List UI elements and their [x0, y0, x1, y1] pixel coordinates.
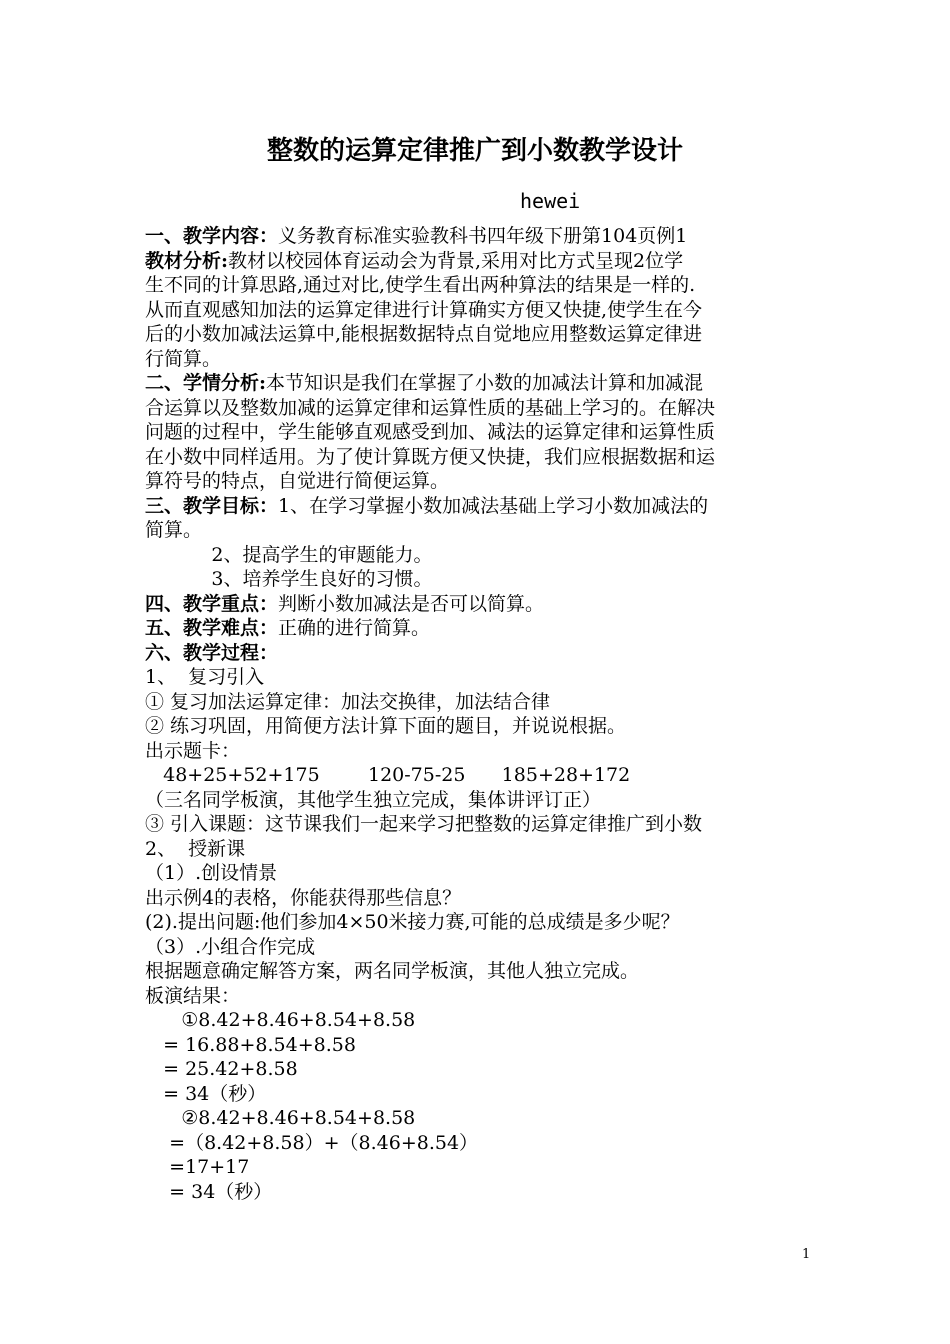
text-line	[145, 273, 810, 298]
text-line	[145, 567, 810, 592]
text-line	[145, 763, 810, 788]
text-line	[145, 837, 810, 862]
text-line	[145, 224, 810, 249]
text-line	[145, 616, 810, 641]
line-text: ②8.42+8.46+8.54+8.58	[145, 1107, 416, 1129]
text-line	[145, 592, 810, 617]
text-line	[145, 1155, 810, 1180]
text-line	[145, 347, 810, 372]
line-text: ③ 引入课题：这节课我们一起来学习把整数的运算定律推广到小数	[145, 813, 703, 835]
text-line	[145, 543, 810, 568]
line-text: = 25.42+8.58	[145, 1058, 298, 1080]
text-line	[145, 935, 810, 960]
line-text: 出示题卡：	[145, 739, 241, 762]
line-text: （3）.小组合作完成	[145, 935, 316, 958]
author-name: hewei	[520, 189, 581, 213]
line-text: （1）.创设情景	[145, 862, 278, 884]
text-line	[145, 518, 810, 543]
section-heading: 二、学情分析:	[145, 372, 267, 394]
text-line	[145, 298, 810, 323]
line-text: 本节知识是我们在掌握了小数的加减法计算和加减混	[266, 372, 704, 394]
text-line	[145, 1082, 810, 1107]
text-line	[145, 665, 810, 690]
line-text: ①8.42+8.46+8.54+8.58	[145, 1009, 416, 1031]
text-line	[145, 788, 810, 813]
text-line	[145, 910, 810, 935]
text-line	[145, 420, 810, 445]
line-text: =17+17	[145, 1156, 250, 1178]
line-text: 2、 授新课	[145, 837, 246, 860]
line-text: = 34（秒）	[145, 1082, 267, 1105]
text-line	[145, 1180, 810, 1205]
text-line	[145, 1008, 810, 1033]
text-line	[145, 1131, 810, 1156]
line-text: 义务教育标准实验教科书四年级下册第104页例1	[278, 225, 688, 247]
line-text: 出示例4的表格，你能获得那些信息？	[145, 886, 462, 909]
text-line	[145, 396, 810, 421]
line-text: 教材以校园体育运动会为背景,采用对比方式呈现2位学	[228, 249, 684, 272]
document-body	[145, 224, 810, 1204]
line-text: = 34（秒）	[145, 1180, 273, 1203]
line-text: 生不同的计算思路,通过对比,使学生看出两种算法的结果是一样的.	[145, 274, 696, 296]
line-text: （三名同学板演，其他学生独立完成，集体讲评订正）	[145, 788, 602, 811]
section-heading: 教材分析:	[145, 249, 229, 272]
text-line	[145, 249, 810, 274]
section-heading: 六、教学过程：	[145, 641, 279, 664]
line-text: ② 练习巩固，用简便方法计算下面的题目，并说说根据。	[145, 715, 627, 737]
document-title: 整数的运算定律推广到小数教学设计	[266, 136, 683, 166]
line-text: 1、在学习掌握小数加减法基础上学习小数加减法的	[278, 494, 709, 517]
line-text: 板演结果：	[145, 984, 241, 1007]
text-line	[145, 690, 810, 715]
section-heading: 一、教学内容：	[145, 225, 279, 247]
text-line	[145, 445, 810, 470]
line-text: 正确的进行简算。	[278, 617, 431, 639]
line-text: 合运算以及整数加减的运算定律和运算性质的基础上学习的。在解决	[145, 396, 716, 419]
line-text: 1、 复习引入	[145, 666, 265, 688]
line-text: 行简算。	[145, 347, 222, 370]
text-line	[145, 1033, 810, 1058]
text-line	[145, 984, 810, 1009]
text-line	[145, 1057, 810, 1082]
section-heading: 三、教学目标：	[145, 494, 279, 517]
text-line	[145, 322, 810, 347]
text-line	[145, 861, 810, 886]
line-text: 后的小数加减法运算中,能根据数据特点自觉地应用整数运算定律进	[145, 323, 703, 345]
line-text: 简算。	[145, 519, 203, 541]
page-number: 1	[802, 1247, 811, 1262]
line-text: 48+25+52+175 120-75-25 185+28+172	[145, 764, 631, 786]
text-line	[145, 812, 810, 837]
text-line	[145, 641, 810, 666]
line-text: 2、提高学生的审题能力。	[145, 543, 433, 566]
text-line	[145, 1106, 810, 1131]
line-text: 在小数中同样适用。为了使计算既方便又快捷，我们应根据数据和运	[145, 445, 716, 468]
text-line	[145, 469, 810, 494]
text-line	[145, 886, 810, 911]
section-heading: 五、教学难点：	[145, 617, 279, 639]
line-text: 问题的过程中，学生能够直观感受到加、减法的运算定律和运算性质	[145, 421, 716, 443]
text-line	[145, 494, 810, 519]
text-line	[145, 714, 810, 739]
line-text: 根据题意确定解答方案，两名同学板演，其他人独立完成。	[145, 960, 640, 982]
line-text: 判断小数加减法是否可以简算。	[278, 592, 545, 615]
line-text: = 16.88+8.54+8.58	[145, 1033, 356, 1056]
line-text: 从而直观感知加法的运算定律进行计算确实方便又快捷,使学生在今	[145, 298, 703, 321]
text-line	[145, 371, 810, 396]
line-text: (2).提出问题:他们参加4×50米接力赛,可能的总成绩是多少呢？	[145, 911, 680, 933]
line-text: 3、培养学生良好的习惯。	[145, 568, 433, 590]
line-text: ① 复习加法运算定律：加法交换律，加法结合律	[145, 690, 551, 713]
line-text: 算符号的特点，自觉进行简便运算。	[145, 470, 450, 492]
line-text: =（8.42+8.58）+（8.46+8.54）	[145, 1131, 479, 1154]
text-line	[145, 739, 810, 764]
section-heading: 四、教学重点：	[145, 592, 279, 615]
text-line	[145, 959, 810, 984]
